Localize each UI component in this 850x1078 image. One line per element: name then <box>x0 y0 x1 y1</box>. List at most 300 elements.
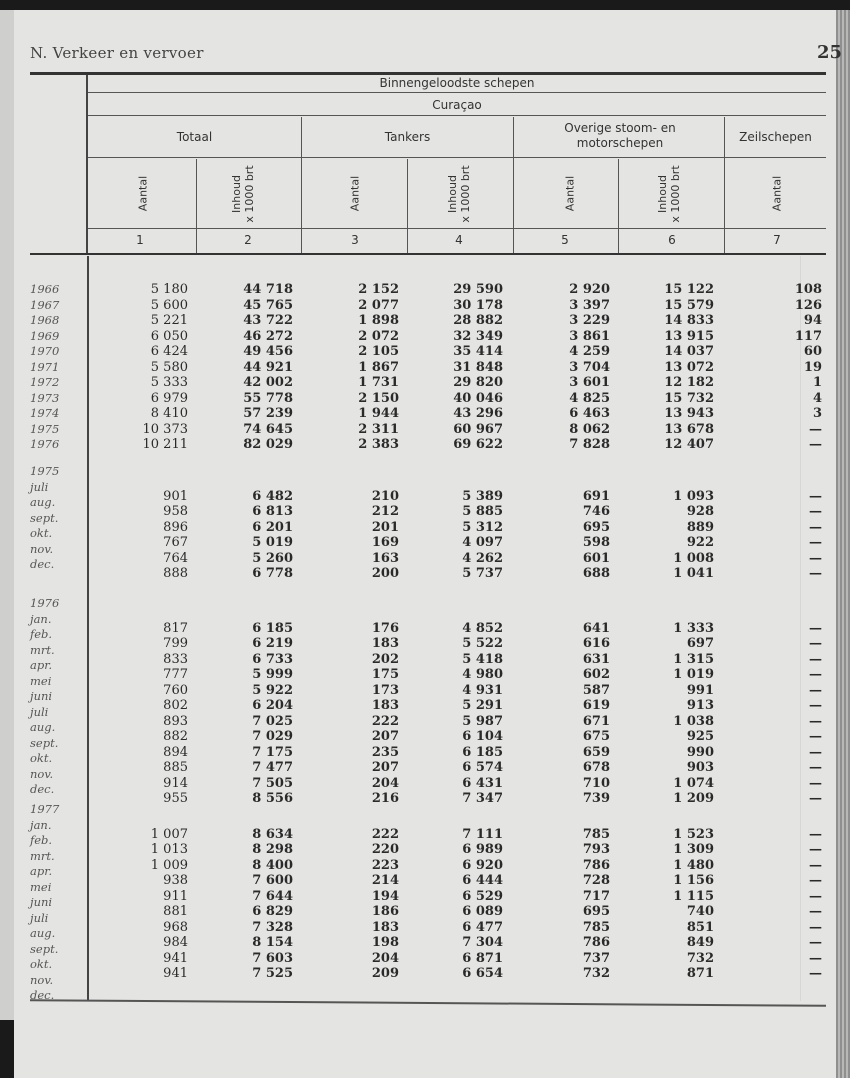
table-cell: 5 221 <box>150 313 188 328</box>
table-cell: 32 349 <box>453 328 503 344</box>
table-cell: 6 185 <box>462 744 503 760</box>
table-cell: 2 077 <box>358 297 399 313</box>
table-cell: 8 634 <box>252 826 293 842</box>
table-cell: 30 178 <box>453 297 503 313</box>
table-cell: 3 <box>812 406 822 421</box>
table-cell: 587 <box>582 682 610 698</box>
row-label: 1976 <box>30 437 60 451</box>
table-cell: 7 603 <box>252 950 293 966</box>
column-5-section-3 <box>520 827 610 982</box>
table-cell: 889 <box>686 519 714 535</box>
table-cell: 13 678 <box>664 421 714 437</box>
column-1-section-0 <box>98 282 188 453</box>
table-cell: 7 477 <box>252 760 293 776</box>
row-label: okt. <box>30 957 53 971</box>
row-label: 1970 <box>30 344 60 358</box>
table-cell: 7 175 <box>252 744 293 760</box>
table-cell: 6 104 <box>462 729 503 745</box>
table-cell: 69 622 <box>453 437 503 452</box>
column-4-section-0 <box>413 282 503 453</box>
table-cell: 55 778 <box>243 390 293 406</box>
column-3-section-0 <box>309 282 399 453</box>
table-cell: 28 882 <box>453 313 503 328</box>
group-overige: Overige stoom- en motorschepen <box>564 121 676 150</box>
table-cell: 209 <box>371 966 399 982</box>
table-cell: 6 654 <box>462 966 503 982</box>
table-cell: 941 <box>163 966 188 982</box>
table-cell: 19 <box>803 359 822 375</box>
table-cell: 6 463 <box>569 406 610 421</box>
table-cell: 3 229 <box>569 313 610 328</box>
divider-col3-col4 <box>407 159 408 253</box>
col7-number: 7 <box>773 233 781 247</box>
table-cell: 728 <box>582 873 610 889</box>
table-cell: 958 <box>163 504 188 520</box>
table-cell: 60 <box>803 344 822 359</box>
table-cell: — <box>809 519 822 535</box>
col6-label: Inhoud x 1000 brt <box>656 165 682 223</box>
table-cell: 871 <box>686 966 714 982</box>
table-cell: 4 259 <box>569 344 610 359</box>
table-cell: 14 037 <box>664 344 714 359</box>
table-cell: — <box>809 566 822 582</box>
table-cell: 786 <box>582 935 610 951</box>
table-cell: 175 <box>371 667 399 683</box>
table-cell: 2 311 <box>358 421 399 437</box>
table-cell: 42 002 <box>243 375 293 390</box>
table-cell: 777 <box>163 667 188 683</box>
table-cell: 6 829 <box>252 904 293 920</box>
column-3-section-1 <box>309 489 399 582</box>
table-cell: — <box>809 437 822 452</box>
table-cell: 2 105 <box>358 344 399 359</box>
table-cell: 45 765 <box>243 297 293 313</box>
table-cell: 204 <box>371 775 399 791</box>
table-cell: 5 291 <box>462 698 503 714</box>
table-cell: 922 <box>686 535 714 551</box>
table-cell: 5 987 <box>462 713 503 729</box>
column-5-section-1 <box>520 489 610 582</box>
table-cell: 1 731 <box>358 375 399 390</box>
table-cell: 938 <box>163 873 188 889</box>
table-cell: 6 871 <box>462 950 503 966</box>
row-labels-section-1 <box>30 464 59 573</box>
table-cell: 82 029 <box>243 437 293 452</box>
column-4-section-1 <box>413 489 503 582</box>
row-label: aug. <box>30 495 56 509</box>
table-cell: — <box>809 488 822 504</box>
table-cell: 163 <box>371 550 399 566</box>
table-cell: 6 482 <box>252 488 293 504</box>
table-cell: 10 211 <box>142 437 188 452</box>
table-cell: 1 333 <box>673 620 714 636</box>
table-cell: — <box>809 729 822 745</box>
table-cell: 1 309 <box>673 842 714 858</box>
column-5-section-0 <box>520 282 610 453</box>
table-cell: 710 <box>582 775 610 791</box>
table-cell: 5 999 <box>252 667 293 683</box>
table-cell: 31 848 <box>453 359 503 375</box>
table-cell: 1 013 <box>150 842 188 858</box>
divider-tankers-overige <box>513 117 514 253</box>
section-header: N. Verkeer en vervoer <box>30 44 204 62</box>
table-cell: 44 718 <box>243 282 293 297</box>
table-cell: 207 <box>371 760 399 776</box>
table-cell: 851 <box>686 919 714 935</box>
row-label: nov. <box>30 766 54 781</box>
table-cell: — <box>809 826 822 842</box>
table-cell: 4 262 <box>462 550 503 566</box>
col1-label: Aantal <box>136 175 150 212</box>
table-cell: 717 <box>582 888 610 904</box>
table-cell: 914 <box>163 775 188 791</box>
table-cell: 169 <box>371 535 399 551</box>
table-cell: 1 041 <box>673 566 714 582</box>
table-cell: — <box>809 550 822 566</box>
table-cell: 697 <box>686 636 714 652</box>
row-label: 1974 <box>30 406 60 420</box>
table-cell: 12 182 <box>664 375 714 390</box>
column-1-section-1 <box>98 489 188 582</box>
table-cell: 671 <box>582 713 610 729</box>
table-cell: 7 828 <box>569 437 610 452</box>
table-cell: 126 <box>794 297 822 313</box>
table-cell: 925 <box>686 729 714 745</box>
col3-number: 3 <box>351 233 359 247</box>
divider-col5-col6 <box>618 159 619 253</box>
table-cell: 799 <box>163 636 188 652</box>
table-cell: 1 038 <box>673 713 714 729</box>
table-cell: 6 050 <box>150 328 188 344</box>
table-cell: 4 980 <box>462 667 503 683</box>
row-labels-section-0 <box>30 282 59 453</box>
table-cell: 212 <box>371 504 399 520</box>
table-cell: 6 778 <box>252 566 293 582</box>
page-number: 25 <box>816 42 842 63</box>
table-cell: 5 260 <box>252 550 293 566</box>
table-cell: 5 600 <box>150 297 188 313</box>
table-cell: 204 <box>371 950 399 966</box>
table-cell: 108 <box>794 282 822 297</box>
table-title: Binnengeloodste schepen <box>379 76 535 90</box>
table-cell: 619 <box>582 698 610 714</box>
table-cell: 5 418 <box>462 651 503 667</box>
column-7-section-1 <box>732 489 822 582</box>
column-3-section-2 <box>309 621 399 807</box>
table-cell: 1 093 <box>673 488 714 504</box>
table-cell: 968 <box>163 919 188 935</box>
row-label: 1971 <box>30 359 60 374</box>
table-cell: 1 156 <box>673 873 714 889</box>
table-cell: 43 722 <box>243 313 293 328</box>
group-tankers: Tankers <box>384 130 431 144</box>
table-cell: 223 <box>371 857 399 873</box>
table-cell: 785 <box>582 826 610 842</box>
table-cell: 214 <box>371 873 399 889</box>
row-label: apr. <box>30 658 53 672</box>
table-cell: 631 <box>582 651 610 667</box>
table-cell: 659 <box>582 744 610 760</box>
table-cell: 1 209 <box>673 791 714 807</box>
row-label: 1973 <box>30 390 60 405</box>
section-heading: 1977 <box>30 802 60 816</box>
table-cell: 60 967 <box>453 421 503 437</box>
table-cell: 29 590 <box>453 282 503 297</box>
column-7-section-3 <box>732 827 822 982</box>
table-cell: 13 943 <box>664 406 714 421</box>
table-cell: 6 477 <box>462 919 503 935</box>
col6-number: 6 <box>668 233 676 247</box>
row-label: feb. <box>30 627 53 641</box>
table-cell: 911 <box>163 888 188 904</box>
row-label: 1966 <box>30 282 60 296</box>
table-cell: 737 <box>582 950 610 966</box>
table-cell: 4 852 <box>462 620 503 636</box>
table-cell: — <box>809 682 822 698</box>
table-cell: 220 <box>371 842 399 858</box>
table-cell: 7 644 <box>252 888 293 904</box>
row-label: 1972 <box>30 375 60 389</box>
table-cell: 74 645 <box>243 421 293 437</box>
row-label: 1969 <box>30 328 60 343</box>
rule-title <box>88 92 826 93</box>
table-cell: 601 <box>582 550 610 566</box>
table-cell: 2 152 <box>358 282 399 297</box>
table-cell: 602 <box>582 667 610 683</box>
table-cell: 6 813 <box>252 504 293 520</box>
table-cell: 739 <box>582 791 610 807</box>
table-cell: — <box>809 713 822 729</box>
table-cell: 990 <box>686 744 714 760</box>
header-bottom-rule <box>30 253 826 255</box>
table-cell: 941 <box>163 950 188 966</box>
row-labels-section-3 <box>30 802 59 1004</box>
group-zeilschepen: Zeilschepen <box>739 130 812 144</box>
table-cell: 7 600 <box>252 873 293 889</box>
table-cell: 44 921 <box>243 359 293 375</box>
table-cell: 5 180 <box>150 282 188 297</box>
table-cell: 882 <box>163 729 188 745</box>
row-label: okt. <box>30 526 53 540</box>
table-cell: 2 072 <box>358 328 399 344</box>
column-7-section-2 <box>732 621 822 807</box>
column-3-section-3 <box>309 827 399 982</box>
row-label: 1975 <box>30 421 60 436</box>
row-label: juni <box>30 689 53 703</box>
table-cell: 210 <box>371 488 399 504</box>
row-label: juli <box>30 479 49 494</box>
table-cell: 641 <box>582 620 610 636</box>
table-cell: 117 <box>794 328 822 344</box>
table-cell: 678 <box>582 760 610 776</box>
table-cell: — <box>809 950 822 966</box>
table-cell: — <box>809 504 822 520</box>
table-cell: 5 737 <box>462 566 503 582</box>
table-cell: 6 219 <box>252 636 293 652</box>
row-label: juni <box>30 895 53 909</box>
table-cell: 732 <box>686 950 714 966</box>
table-cell: 6 529 <box>462 888 503 904</box>
column-6-section-3 <box>624 827 714 982</box>
row-label: feb. <box>30 833 53 847</box>
column-1-section-2 <box>98 621 188 807</box>
top-rule <box>30 72 826 75</box>
body-stub-divider <box>87 256 89 1001</box>
table-cell: 5 019 <box>252 535 293 551</box>
table-cell: 8 062 <box>569 421 610 437</box>
table-cell: 10 373 <box>142 421 188 437</box>
table-cell: 8 400 <box>252 857 293 873</box>
table-cell: 7 029 <box>252 729 293 745</box>
table-cell: — <box>809 667 822 683</box>
table-cell: 13 072 <box>664 359 714 375</box>
col5-label: Aantal <box>563 175 577 212</box>
table-cell: 849 <box>686 935 714 951</box>
table-cell: — <box>809 620 822 636</box>
row-label: dec. <box>30 988 55 1002</box>
table-cell: 616 <box>582 636 610 652</box>
table-cell: 202 <box>371 651 399 667</box>
table-cell: 13 915 <box>664 328 714 344</box>
divider-col1-col2 <box>196 159 197 253</box>
table-cell: 5 312 <box>462 519 503 535</box>
table-cell: 802 <box>163 698 188 714</box>
table-cell: 1 074 <box>673 775 714 791</box>
table-cell: 3 397 <box>569 297 610 313</box>
table-cell: 7 347 <box>462 791 503 807</box>
table-cell: 1 315 <box>673 651 714 667</box>
table-cell: 5 922 <box>252 682 293 698</box>
table-cell: 2 150 <box>358 390 399 406</box>
table-cell: 173 <box>371 682 399 698</box>
table-cell: 5 333 <box>150 375 188 390</box>
table-cell: 1 867 <box>358 359 399 375</box>
table-cell: — <box>809 857 822 873</box>
table-cell: 5 389 <box>462 488 503 504</box>
table-cell: 8 410 <box>150 406 188 421</box>
table-cell: 176 <box>371 620 399 636</box>
section-heading: 1976 <box>30 596 60 610</box>
row-label: nov. <box>30 541 54 556</box>
table-cell: 4 <box>812 390 822 406</box>
table-cell: — <box>809 421 822 437</box>
row-label: dec. <box>30 557 55 571</box>
table-cell: 6 920 <box>462 857 503 873</box>
col3-label: Aantal <box>348 175 362 212</box>
table-cell: 764 <box>163 550 188 566</box>
column-2-section-3 <box>203 827 293 982</box>
row-label: 1968 <box>30 313 60 327</box>
table-cell: 46 272 <box>243 328 293 344</box>
table-cell: 785 <box>582 919 610 935</box>
col4-label: Inhoud x 1000 brt <box>446 165 472 223</box>
table-cell: 928 <box>686 504 714 520</box>
column-7-section-0 <box>732 282 822 453</box>
table-cell: — <box>809 698 822 714</box>
table-cell: 6 444 <box>462 873 503 889</box>
table-cell: 8 556 <box>252 791 293 807</box>
table-cell: 688 <box>582 566 610 582</box>
table-cell: 7 304 <box>462 935 503 951</box>
table-cell: 183 <box>371 698 399 714</box>
row-label: juli <box>30 910 49 925</box>
column-1-section-3 <box>98 827 188 982</box>
table-cell: 7 111 <box>462 826 503 842</box>
table-cell: 6 089 <box>462 904 503 920</box>
row-label: nov. <box>30 972 54 987</box>
table-cell: 35 414 <box>453 344 503 359</box>
row-label: sept. <box>30 941 59 956</box>
table-cell: 222 <box>371 826 399 842</box>
table-cell: 198 <box>371 935 399 951</box>
table-cell: 695 <box>582 904 610 920</box>
table-cell: 1 480 <box>673 857 714 873</box>
table-cell: 888 <box>163 566 188 582</box>
row-label: sept. <box>30 735 59 750</box>
table-cell: 43 296 <box>453 406 503 421</box>
table-cell: 235 <box>371 744 399 760</box>
row-label: mei <box>30 879 52 894</box>
table-cell: 1 944 <box>358 406 399 421</box>
table-cell: 3 861 <box>569 328 610 344</box>
row-label: jan. <box>30 611 52 626</box>
table-cell: 1 115 <box>673 888 714 904</box>
section-heading: 1975 <box>30 464 60 478</box>
table-cell: 881 <box>163 904 188 920</box>
table-cell: 7 328 <box>252 919 293 935</box>
column-4-section-3 <box>413 827 503 982</box>
table-cell: 6 574 <box>462 760 503 776</box>
table-cell: 7 505 <box>252 775 293 791</box>
rule-subtitle <box>88 115 826 116</box>
table-cell: — <box>809 842 822 858</box>
column-5-section-2 <box>520 621 610 807</box>
table-cell: 6 185 <box>252 620 293 636</box>
table-cell: 7 025 <box>252 713 293 729</box>
row-label: dec. <box>30 782 55 796</box>
col1-number: 1 <box>136 233 144 247</box>
col2-label: Inhoud x 1000 brt <box>230 165 256 223</box>
table-cell: — <box>809 873 822 889</box>
table-cell: — <box>809 904 822 920</box>
table-cell: — <box>809 791 822 807</box>
column-6-section-0 <box>624 282 714 453</box>
column-2-section-0 <box>203 282 293 453</box>
table-cell: 4 825 <box>569 390 610 406</box>
table-cell: — <box>809 966 822 982</box>
table-cell: 894 <box>163 744 188 760</box>
table-cell: 6 204 <box>252 698 293 714</box>
table-cell: 732 <box>582 966 610 982</box>
table-cell: 6 201 <box>252 519 293 535</box>
table-cell: 4 097 <box>462 535 503 551</box>
table-cell: 691 <box>582 488 610 504</box>
table-cell: 3 704 <box>569 359 610 375</box>
table-cell: 903 <box>686 760 714 776</box>
table-cell: 8 154 <box>252 935 293 951</box>
table-cell: 786 <box>582 857 610 873</box>
row-label: sept. <box>30 510 59 525</box>
table-cell: 793 <box>582 842 610 858</box>
table-cell: — <box>809 636 822 652</box>
table-cell: — <box>809 888 822 904</box>
table-cell: — <box>809 760 822 776</box>
table-cell: — <box>809 744 822 760</box>
table-cell: 1 019 <box>673 667 714 683</box>
table-cell: 94 <box>803 313 822 328</box>
table-cell: 598 <box>582 535 610 551</box>
table-cell: 40 046 <box>453 390 503 406</box>
